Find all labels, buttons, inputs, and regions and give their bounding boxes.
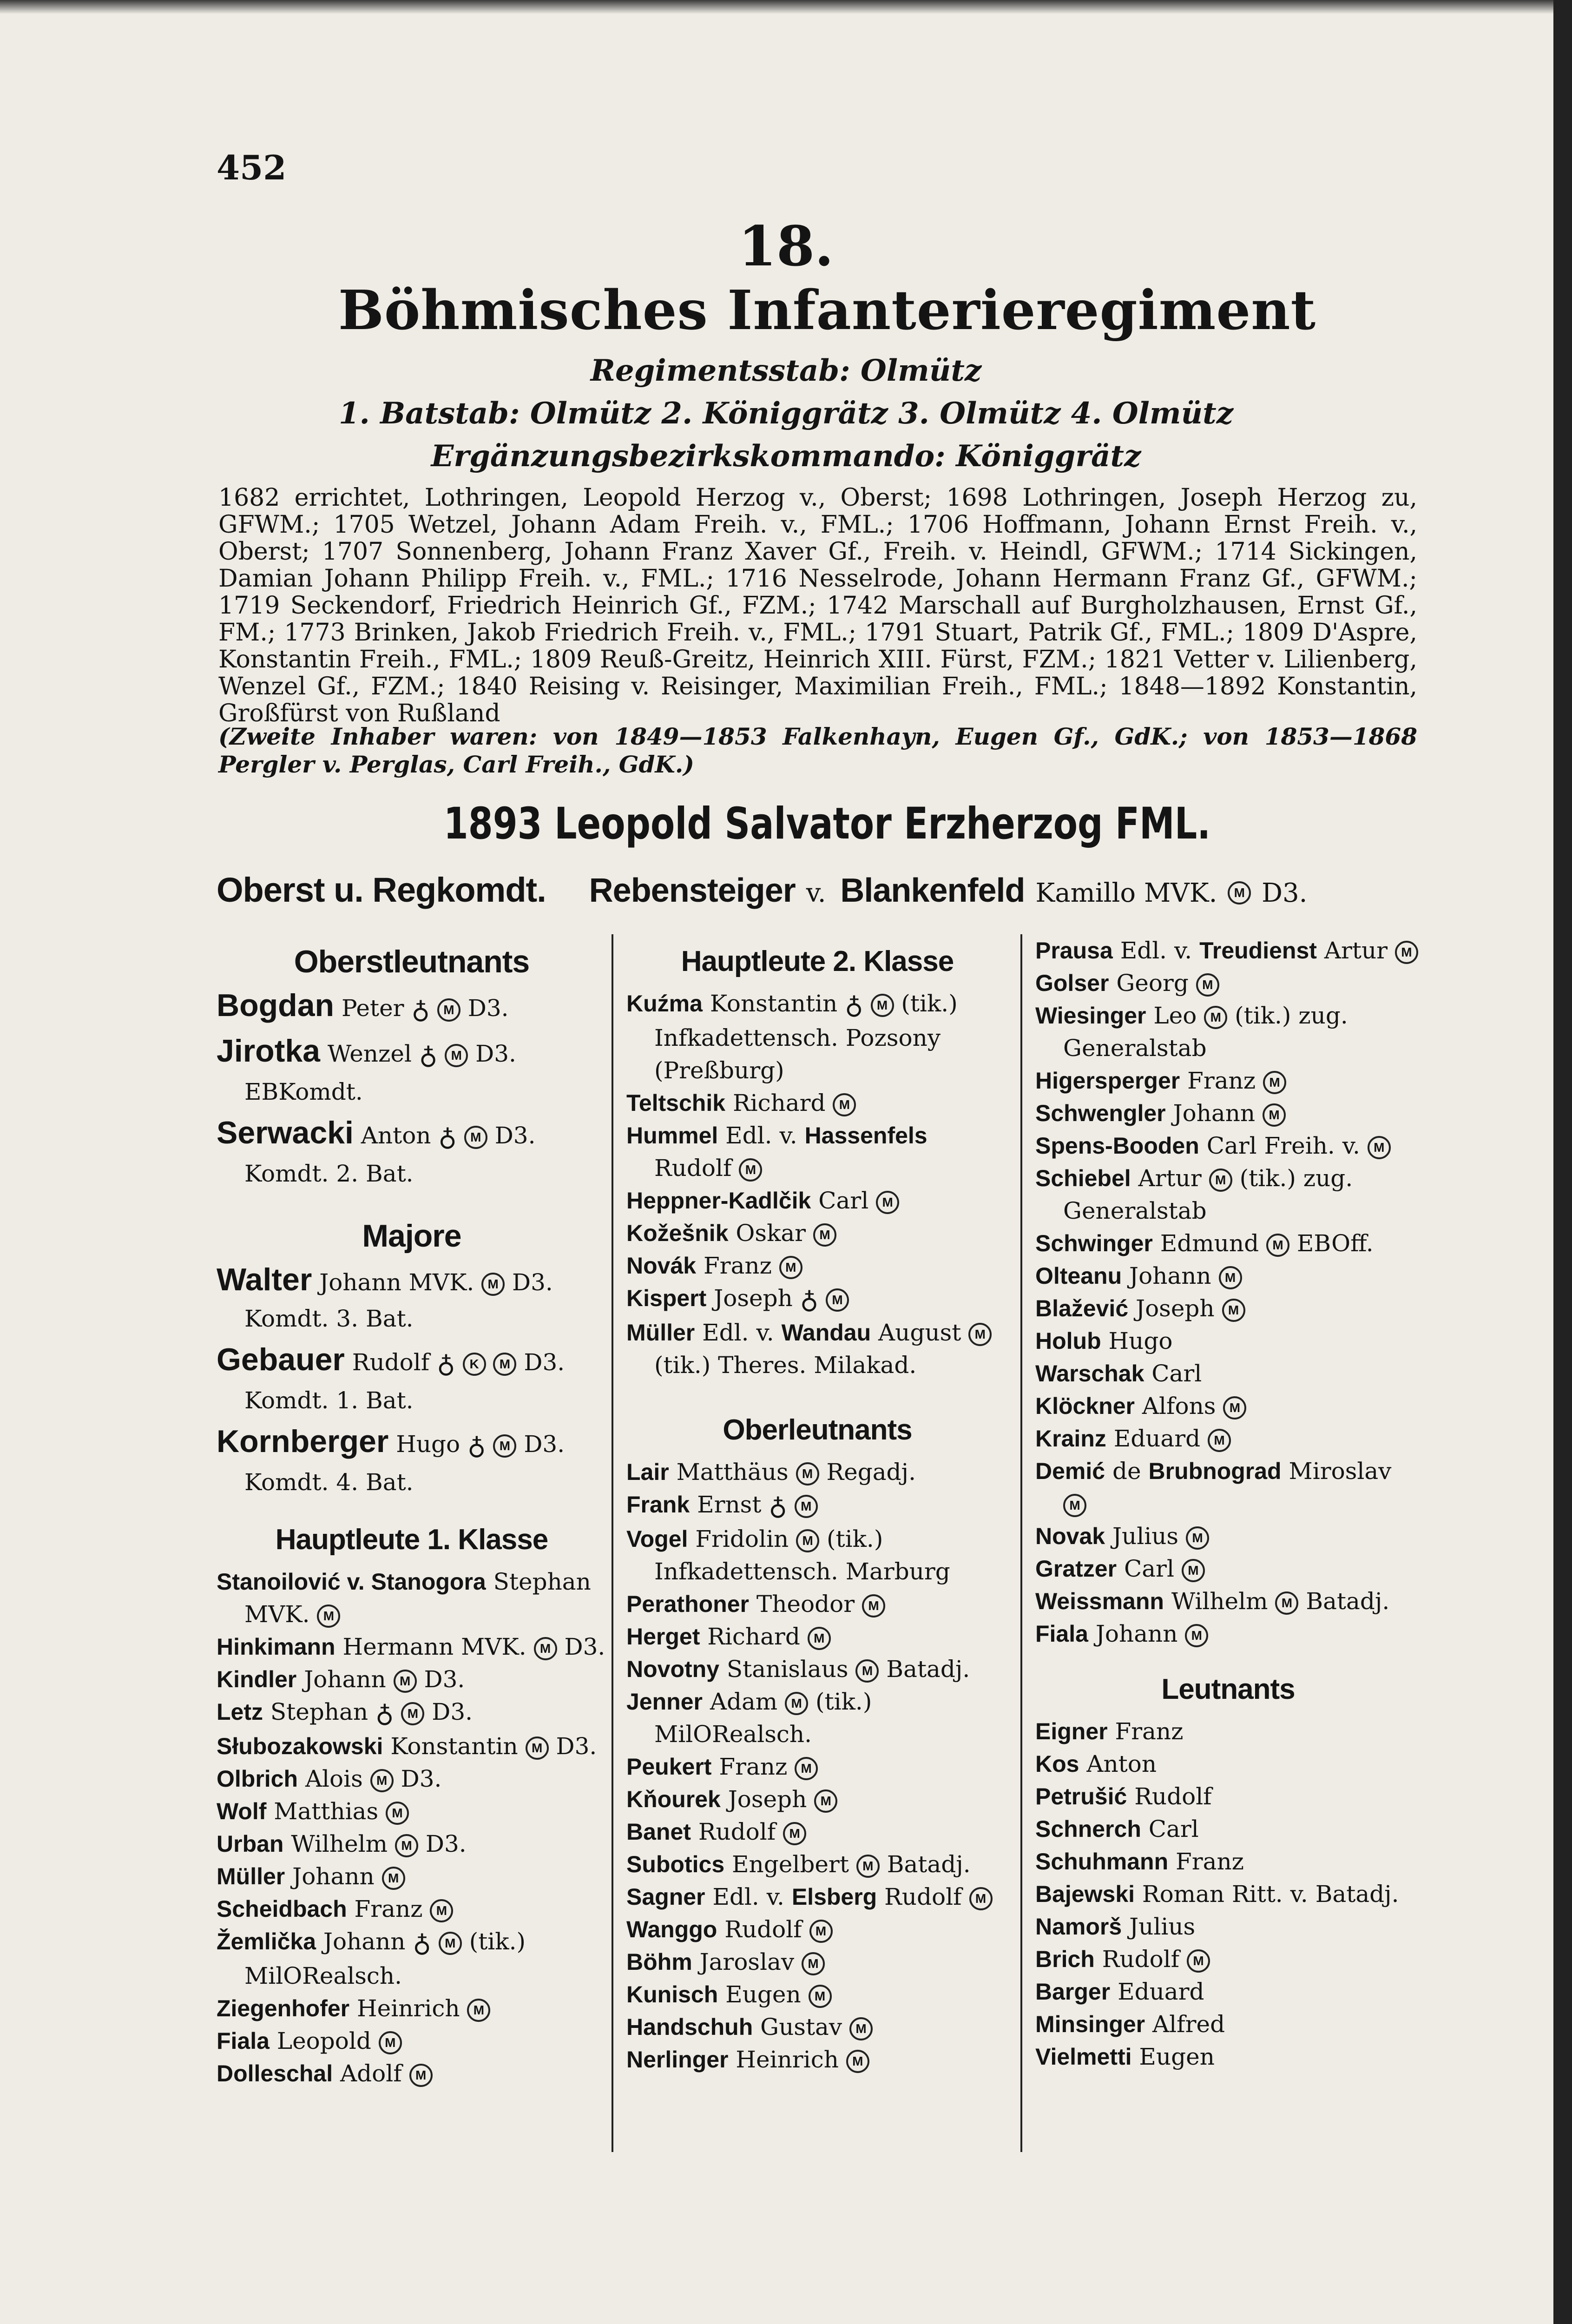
order-icon: ♁ (413, 1928, 431, 1958)
officer-entry: Nerlinger Heinrich M (626, 2043, 1008, 2076)
order-icon: ♁ (800, 1285, 819, 1314)
medal-icon: M (808, 1627, 831, 1650)
officer-entry: Weissmann Wilhelm M Batadj. (1035, 1588, 1390, 1615)
officer-entry: Kuźma Konstantin ♁ M (tik.) Infkadettensch. Pozsony (Preßburg) (626, 990, 958, 1084)
heading-hauptleute-1: Hauptleute 1. Klasse (275, 1524, 548, 1556)
officer-entry: Brich Rudolf M (1035, 1943, 1421, 1975)
officer-entry: Heppner-Kadlčik Carl M (626, 1184, 1008, 1217)
medal-icon: M (1263, 1071, 1286, 1094)
officer-entry: Warschak Carl (1035, 1360, 1202, 1387)
regimentsstab: Regimentsstab: Olmütz (590, 353, 982, 388)
column-divider-2 (1020, 934, 1022, 2152)
officer-entry: Müller Edl. v. Wandau August M (tik.) Theres. Milakad. (626, 1316, 1008, 1381)
medal-icon: M (481, 1273, 505, 1296)
oberst-details: Kamillo MVK. (1035, 878, 1217, 908)
officer-entry: Fiala Johann M (1035, 1618, 1421, 1650)
medal-icon: M (493, 1353, 516, 1376)
officer-entry: Holub Hugo (1035, 1327, 1173, 1354)
medal-icon: M (1223, 1396, 1246, 1419)
oberst-class: D3. (1262, 878, 1308, 908)
medal-icon: M (395, 1834, 418, 1857)
medal-icon: M (833, 1093, 856, 1116)
medal-icon: M (430, 1899, 453, 1922)
medal-icon: M (802, 1952, 825, 1975)
officer-entry: Olteanu Johann M (1035, 1260, 1421, 1292)
medal-icon: M (968, 1323, 992, 1346)
officer-entry: Schnerch Carl (1035, 1816, 1199, 1842)
officer-entry: Golser Georg M (1035, 967, 1421, 999)
medal-icon: M (445, 1044, 468, 1067)
officer-entry: Kňourek Joseph M (626, 1783, 1008, 1816)
medal-icon: M (785, 1692, 808, 1715)
officer-entry: Banet Rudolf M (626, 1816, 1008, 1848)
medal-icon: M (1395, 941, 1418, 964)
medal-icon: M (1185, 1624, 1208, 1647)
officer-entry: Blažević Joseph M (1035, 1292, 1421, 1325)
medal-icon: M (1209, 1169, 1232, 1192)
medal-icon: M (401, 1702, 424, 1725)
ergaenzungsbezirk: Ergänzungsbezirkskommando: Königgrätz (431, 439, 1141, 474)
medal-icon: M (795, 1495, 818, 1518)
medal-icon: M (779, 1256, 802, 1279)
oberst-label: Oberst u. Regkomdt. (217, 871, 546, 909)
medal-icon: M (1368, 1136, 1391, 1159)
medal-icon: M (813, 1223, 836, 1247)
officer-entry: Schwinger Edmund M EBOff. (1035, 1230, 1374, 1257)
column-divider-1 (612, 934, 613, 2152)
medal-icon: M (386, 1802, 409, 1825)
officer-entry: Gratzer Carl M (1035, 1552, 1421, 1585)
officer-entry: Jenner Adam M (tik.) MilORealsch. (626, 1688, 872, 1748)
regiment-history: 1682 errichtet, Lothringen, Leopold Herzog v., Oberst; 1698 Lothringen, Joseph Herzog zu, GFWM.; 1705 Wetzel, Johann Adam Freih. v., FML.; 1706 Hoffmann, Johann Ernst Freih. v., Oberst; 1707 Sonnenberg, Johann Franz Xaver Gf., Freih. v. Heindl, GFWM.; 1714 Sickingen, Damian Johann Philipp Freih. v., FML.; 1716 Nesselrode, Johann Hermann Franz Gf., GFWM.; 1719 Seckendorf, Friedrich Heinrich Gf., FZM.; 1742 Marschall auf Burgholzhausen, Ernst Gf., FM.; 1773 Brinken, Jakob Friedrich Freih. v., FML.; 1791 Stuart, Patrik Gf., FML.; 1809 D'Aspre, Konstantin Freih., FML.; 1809 Reuß-Greitz, Heinrich XIII. Fürst, FZM.; 1821 Vetter v. Lilienberg, Wenzel Gf., FZM.; 1840 Reising v. Reisinger, Maximilian Freih., FML.; 1848—1892 Konstantin, Großfürst von Rußland (218, 484, 1417, 727)
officer-entry: Herget Richard M (626, 1620, 1008, 1653)
medal-icon: M (796, 1462, 819, 1486)
officer-entry: Higersperger Franz M (1035, 1064, 1421, 1097)
officer-entry: Serwacki Anton ♁ M D3. Komdt. 2. Bat. (217, 1115, 536, 1187)
medal-icon: M (856, 1855, 880, 1878)
officer-entry: Krainz Eduard M (1035, 1422, 1421, 1455)
oberst-name: Rebensteiger (589, 872, 796, 909)
medal-icon: M (394, 1670, 417, 1693)
heading-oberstleutnants: Oberstleutnants (294, 944, 530, 979)
officer-entry: Bogdan Peter ♁ M D3. (217, 987, 607, 1028)
officer-entry: Kindler Johann M D3. (217, 1666, 465, 1693)
officer-entry: Müller Johann M (217, 1860, 607, 1893)
officer-entry: Žemlička Johann ♁ M (tik.) MilORealsch. (217, 1928, 526, 1989)
heading-majore: Majore (362, 1218, 461, 1254)
officer-entry: Letz Stephan ♁ M D3. (217, 1696, 607, 1730)
officer-entry: Ziegenhofer Heinrich M (217, 1992, 607, 2025)
officer-entry: Subotics Engelbert M Batadj. (626, 1851, 971, 1878)
officer-entry: Petrušić Rudolf (1035, 1783, 1212, 1810)
officer-entry: Böhm Jaroslav M (626, 1946, 1008, 1978)
order-icon: ♁ (411, 995, 430, 1024)
officer-entry: Kožešnik Oskar M (626, 1217, 1008, 1249)
order-icon: ♁ (437, 1349, 455, 1379)
scan-top-edge (0, 0, 1572, 14)
officer-entry: Jirotka Wenzel ♁ M D3. EBKomdt. (217, 1033, 516, 1105)
officer-entry: Vielmetti Eugen (1035, 2043, 1215, 2070)
medal-icon: M (370, 1769, 394, 1792)
medal-icon: M (464, 1126, 487, 1149)
officer-entry: Gebauer Rudolf ♁ K M D3. Komdt. 1. Bat. (217, 1342, 565, 1414)
medal-icon: M (1187, 1949, 1210, 1973)
officer-entry: Hinkimann Hermann MVK. M D3. (217, 1633, 605, 1660)
medal-icon: M (846, 2050, 869, 2073)
medal-icon: M (739, 1158, 762, 1182)
order-icon: ♁ (845, 990, 863, 1020)
medal-icon: M (783, 1822, 806, 1845)
order-icon: ♁ (769, 1492, 787, 1521)
order-icon: ♁ (419, 1041, 438, 1070)
officer-entry: Wanggo Rudolf M (626, 1913, 1008, 1946)
officer-entry: Handschuh Gustav M (626, 2011, 1008, 2043)
page-number: 452 (217, 148, 287, 187)
oberst-prep: v. (806, 878, 826, 908)
officer-entry: Klöckner Alfons M (1035, 1390, 1421, 1422)
heading-oberleutnants: Oberleutnants (723, 1414, 912, 1446)
officer-entry: Teltschik Richard M (626, 1087, 1008, 1119)
medal-icon: M (437, 998, 460, 1022)
medal-icon: M (1182, 1559, 1205, 1582)
officer-entry: Słubozakowski Konstantin M D3. (217, 1733, 597, 1760)
officer-entry: Barger Eduard (1035, 1978, 1204, 2005)
medal-icon: M (809, 1920, 833, 1943)
officer-entry: Novotny Stanislaus M Batadj. (626, 1656, 970, 1683)
officer-entry: Fiala Leopold M (217, 2025, 607, 2057)
officer-entry: Minsinger Alfred (1035, 2011, 1225, 2038)
regiment-number: 18. (738, 214, 834, 278)
officer-entry: Demić de Brubnograd Miroslav M (1035, 1455, 1421, 1520)
officer-entry: Dolleschal Adolf M (217, 2057, 607, 2090)
zweite-inhaber-note: (Zweite Inhaber waren: von 1849—1853 Falkenhayn, Eugen Gf., GdK.; von 1853—1868 Pergler v. Perglas, Carl Freih., GdK.) (218, 723, 1417, 778)
officer-entry: Eigner Franz (1035, 1718, 1184, 1745)
officer-entry: Prausa Edl. v. Treudienst Artur M (1035, 934, 1421, 967)
bataillone: 1. Batstab: Olmütz 2. Königgrätz 3. Olmütz 4. Olmütz (338, 396, 1234, 431)
medal-icon: M (526, 1736, 549, 1760)
medal-icon: M (1063, 1494, 1086, 1517)
officer-entry: Kos Anton (1035, 1750, 1157, 1777)
order-icon: ♁ (467, 1431, 486, 1460)
medal-icon: M (1266, 1234, 1289, 1257)
officer-entry: Wolf Matthias M (217, 1795, 607, 1828)
medal-icon: M (795, 1757, 818, 1780)
officer-entry: Hummel Edl. v. Hassenfels Rudolf M (626, 1122, 927, 1182)
medal-icon: M (855, 1659, 879, 1683)
medal-icon: M (871, 994, 894, 1017)
medal-icon: M (1263, 1103, 1286, 1127)
medal-icon: M (439, 1932, 462, 1955)
medal-icon: M (534, 1637, 557, 1660)
medal-icon: M (814, 1789, 837, 1813)
officer-entry: Schuhmann Franz (1035, 1848, 1244, 1875)
heading-hauptleute-2: Hauptleute 2. Klasse (681, 945, 954, 977)
column-2 (626, 934, 1008, 2076)
officer-entry: Schiebel Artur M (tik.) zug. Generalstab (1035, 1165, 1353, 1224)
medal-icon: M (849, 2017, 873, 2040)
medal-icon: M (382, 1867, 405, 1890)
officer-entry: Schwengler Johann M (1035, 1097, 1421, 1129)
officer-entry: Olbrich Alois M D3. (217, 1765, 442, 1792)
medal-icon: M (467, 1999, 490, 2022)
medal-icon: M (1204, 1006, 1227, 1029)
medal-icon: M (796, 1529, 819, 1552)
officer-entry: Peukert Franz M (626, 1750, 1008, 1783)
medal-icon: M (826, 1288, 849, 1312)
officer-entry: Kornberger Hugo ♁ M D3. Komdt. 4. Bat. (217, 1424, 565, 1496)
medal-icon: M (379, 2031, 402, 2054)
medal-icon: M (1208, 1429, 1231, 1452)
medal-icon: M (317, 1604, 340, 1628)
heading-leutnants: Leutnants (1161, 1673, 1295, 1705)
column-1 (217, 934, 607, 2090)
regiment-title: Böhmisches Infanterieregiment (338, 279, 1316, 342)
medal-icon: M (969, 1887, 993, 1910)
medal-icon: M (1196, 973, 1219, 997)
column-3 (1035, 934, 1421, 2073)
medal-icon: M (1222, 1299, 1245, 1322)
medal-icon: M (1228, 881, 1251, 905)
officer-entry: Novák Franz M (626, 1249, 1008, 1282)
officer-entry: Sagner Edl. v. Elsberg Rudolf M (626, 1881, 1008, 1913)
officer-entry: Kispert Joseph ♁ M (626, 1282, 1008, 1316)
officer-entry: Urban Wilhelm M D3. (217, 1830, 467, 1857)
officer-entry: Stanoilović v. Stanogora Stephan MVK. M (217, 1568, 591, 1628)
medal-icon: M (409, 2064, 433, 2087)
scan-right-edge (1553, 0, 1572, 2324)
medal-icon: M (876, 1191, 899, 1214)
inhaber-line: 1893 Leopold Salvator Erzherzog FML. (443, 799, 1211, 849)
oberst-name2: Blankenfeld (840, 872, 1025, 909)
officer-entry: Bajewski Roman Ritt. v. Batadj. (1035, 1881, 1399, 1908)
officer-entry: Frank Ernst ♁ M (626, 1488, 1008, 1523)
order-icon: ♁ (438, 1122, 457, 1152)
officer-entry: Perathoner Theodor M (626, 1588, 1008, 1620)
medal-icon: M (809, 1985, 832, 2008)
kreuz-icon: K (463, 1353, 486, 1376)
officer-entry: Walter Johann MVK. M D3. Komdt. 3. Bat. (217, 1262, 553, 1332)
oberst-line (217, 870, 1425, 910)
officer-entry: Lair Matthäus M Regadj. (626, 1459, 916, 1486)
officer-entry: Wiesinger Leo M (tik.) zug. Generalstab (1035, 1002, 1348, 1062)
medal-icon: M (1275, 1591, 1298, 1615)
medal-icon: M (493, 1434, 516, 1458)
officer-entry: Spens-Booden Carl Freih. v. M (1035, 1129, 1421, 1162)
officer-entry: Namorš Julius (1035, 1913, 1196, 1940)
medal-icon: M (1219, 1266, 1242, 1289)
medal-icon: M (862, 1594, 885, 1618)
medal-icon: M (1186, 1526, 1209, 1550)
officer-entry: Novak Julius M (1035, 1520, 1421, 1552)
officer-entry: Kunisch Eugen M (626, 1978, 1008, 2011)
order-icon: ♁ (375, 1699, 394, 1728)
officer-entry: Scheidbach Franz M (217, 1893, 607, 1925)
officer-entry: Vogel Fridolin M (tik.) Infkadettensch. Marburg (626, 1525, 950, 1585)
